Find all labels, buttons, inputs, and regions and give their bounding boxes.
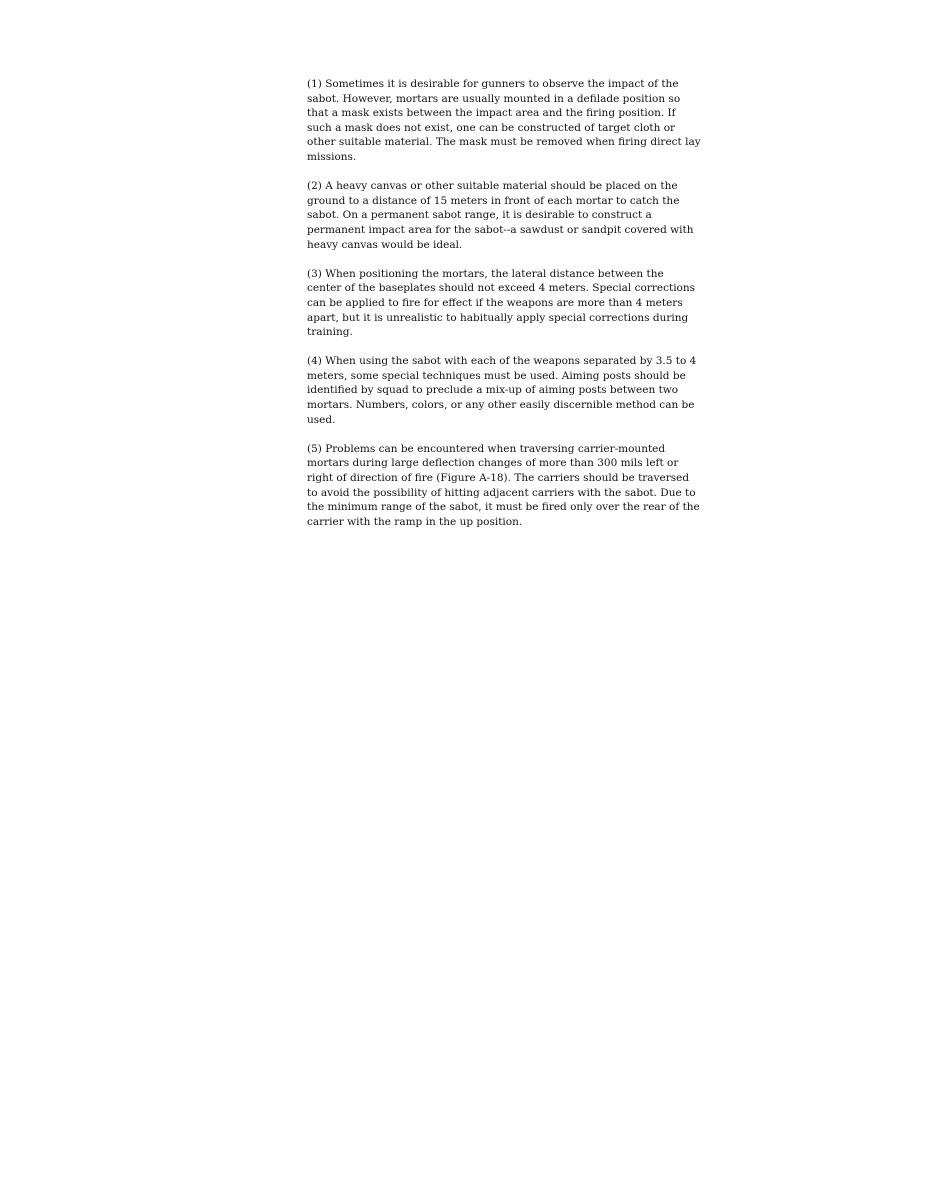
body-text <box>307 77 701 544</box>
paragraph-1: (1) Sometimes it is desirable for gunners to observe the impact of the sabot. However, mortars are usually mounted in a defilade position so that a mask exists between the impact area and the firing position. If such a mask does not exist, one can be constructed of target cloth or other suitable material. The mask must be removed when firing direct lay missions. <box>307 78 701 163</box>
paragraph-3: (3) When positioning the mortars, the lateral distance between the center of the baseplates should not exceed 4 meters. Special corrections can be applied to fire for effect if the weapons are more than 4 meters apart, but it is unrealistic to habitually apply special corrections during training. <box>307 267 696 339</box>
paragraph-2: (2) A heavy canvas or other suitable material should be placed on the ground to a distance of 15 meters in front of each mortar to catch the sabot. On a permanent sabot range, it is desirable to construct a permanent impact area for the sabot--a sawdust or sandpit covered with heavy canvas would be ideal. <box>307 180 694 251</box>
paragraph-4: (4) When using the sabot with each of the weapons separated by 3.5 to 4 meters, some special techniques must be used. Aiming posts should be identified by squad to preclude a mix-up of aiming posts between two mortars. Numbers, colors, or any other easily discernible method can be used. <box>307 355 697 426</box>
paragraph-5: (5) Problems can be encountered when traversing carrier-mounted mortars during large deflection changes of more than 300 mils left or right of direction of fire (Figure A-18). The carriers should be traversed to avoid the possibility of hitting adjacent carriers with the sabot. Due to the minimum range of the sabot, it must be fired only over the rear of the carrier with the ramp in the up position. <box>307 442 700 528</box>
